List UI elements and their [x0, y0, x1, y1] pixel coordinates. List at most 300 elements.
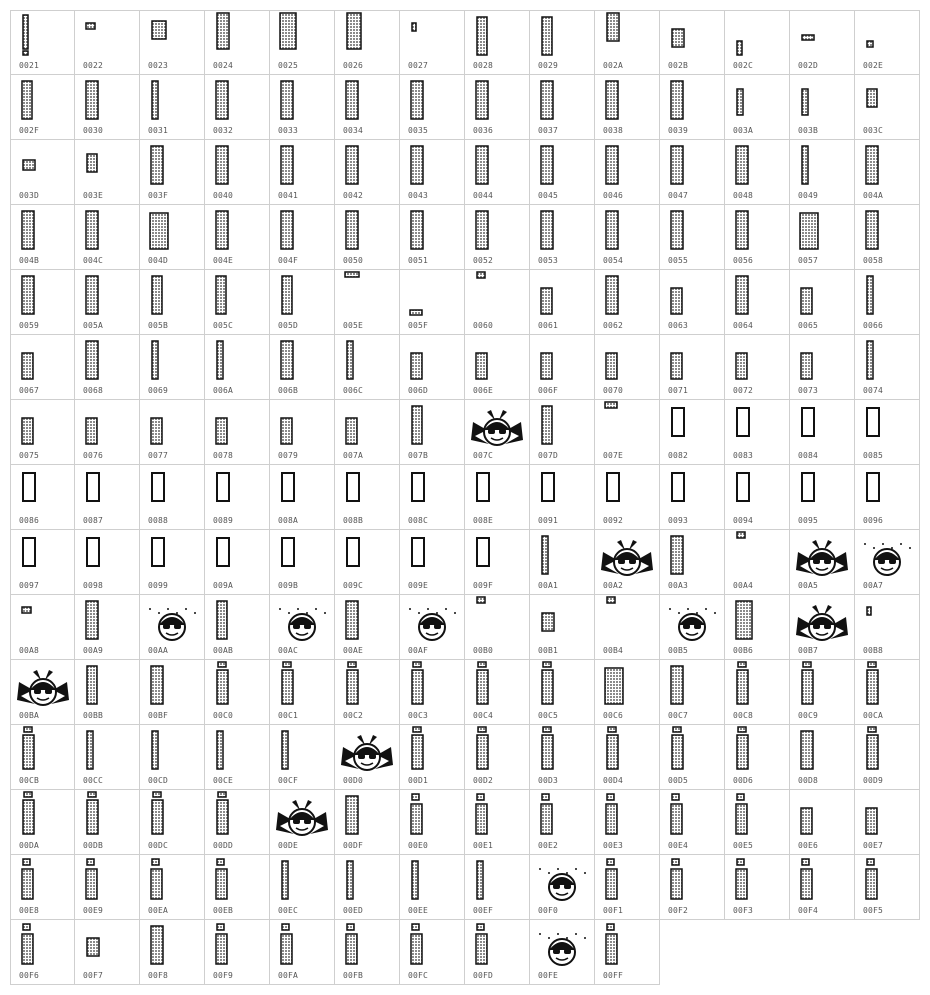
glyph-preview — [335, 140, 399, 194]
glyph-cell — [530, 270, 595, 335]
glyph-preview — [11, 205, 75, 259]
glyph-preview — [11, 660, 75, 714]
glyph-cell — [855, 335, 920, 400]
glyph-code-label: 0041 — [278, 191, 299, 200]
glyph-preview — [530, 660, 594, 714]
glyph-cell — [530, 10, 595, 75]
glyph-preview — [725, 790, 789, 844]
glyph-cell — [75, 660, 140, 725]
glyph-cell — [10, 725, 75, 790]
glyph-code-label: 00FA — [278, 971, 299, 980]
glyph-preview — [75, 335, 139, 389]
glyph-preview — [140, 530, 204, 584]
glyph-cell — [140, 530, 205, 595]
glyph-cell — [335, 855, 400, 920]
glyph-code-label: 00AB — [213, 646, 234, 655]
glyph-cell — [725, 205, 790, 270]
glyph-code-label: 00A7 — [863, 581, 884, 590]
glyph-cell — [790, 400, 855, 465]
glyph-cell — [10, 75, 75, 140]
glyph-code-label: 006C — [343, 386, 364, 395]
glyph-preview — [75, 75, 139, 129]
glyph-preview — [140, 595, 204, 649]
glyph-code-label: 0069 — [148, 386, 169, 395]
glyph-code-label: 009F — [473, 581, 494, 590]
glyph-cell — [205, 595, 270, 660]
glyph-cell — [855, 205, 920, 270]
glyph-code-label: 00C2 — [343, 711, 364, 720]
glyph-preview — [140, 205, 204, 259]
glyph-code-label: 0032 — [213, 126, 234, 135]
glyph-preview — [855, 790, 919, 844]
glyph-code-label: 00AA — [148, 646, 169, 655]
glyph-code-label: 004D — [148, 256, 169, 265]
glyph-code-label: 0055 — [668, 256, 689, 265]
glyph-cell — [75, 400, 140, 465]
glyph-preview — [790, 530, 854, 584]
glyph-preview — [530, 11, 594, 65]
glyph-code-label: 0036 — [473, 126, 494, 135]
glyph-preview — [205, 140, 269, 194]
glyph-cell — [75, 335, 140, 400]
glyph-cell — [75, 270, 140, 335]
glyph-preview — [400, 790, 464, 844]
glyph-preview — [140, 75, 204, 129]
glyph-code-label: 00A9 — [83, 646, 104, 655]
glyph-cell — [400, 595, 465, 660]
glyph-preview — [855, 855, 919, 909]
glyph-preview — [205, 920, 269, 974]
glyph-preview — [140, 400, 204, 454]
glyph-preview — [11, 400, 75, 454]
glyph-preview — [790, 335, 854, 389]
glyph-preview — [855, 660, 919, 714]
glyph-preview — [400, 530, 464, 584]
glyph-preview — [595, 75, 659, 129]
glyph-preview — [205, 335, 269, 389]
glyph-code-label: 00BB — [83, 711, 104, 720]
glyph-code-label: 00D8 — [798, 776, 819, 785]
glyph-preview — [530, 140, 594, 194]
glyph-code-label: 004E — [213, 256, 234, 265]
glyph-preview — [465, 725, 529, 779]
glyph-code-label: 008C — [408, 516, 429, 525]
glyph-cell — [595, 465, 660, 530]
glyph-cell — [400, 270, 465, 335]
glyph-preview — [790, 790, 854, 844]
glyph-code-label: 0093 — [668, 516, 689, 525]
glyph-code-label: 00FD — [473, 971, 494, 980]
glyph-code-label: 0079 — [278, 451, 299, 460]
glyph-preview — [205, 75, 269, 129]
glyph-code-label: 00DD — [213, 841, 234, 850]
glyph-preview — [270, 595, 334, 649]
glyph-code-label: 00CD — [148, 776, 169, 785]
glyph-cell — [400, 465, 465, 530]
glyph-preview — [660, 270, 724, 324]
glyph-cell — [270, 660, 335, 725]
glyph-code-label: 0054 — [603, 256, 624, 265]
glyph-cell — [75, 725, 140, 790]
glyph-code-label: 004B — [19, 256, 40, 265]
glyph-preview — [465, 11, 529, 65]
glyph-cell — [595, 530, 660, 595]
glyph-preview — [400, 725, 464, 779]
glyph-code-label: 0094 — [733, 516, 754, 525]
glyph-cell — [725, 140, 790, 205]
glyph-code-label: 0034 — [343, 126, 364, 135]
glyph-code-label: 0089 — [213, 516, 234, 525]
glyph-preview — [530, 75, 594, 129]
glyph-preview — [595, 595, 659, 649]
glyph-code-label: 0023 — [148, 61, 169, 70]
glyph-preview — [530, 270, 594, 324]
glyph-cell — [270, 855, 335, 920]
glyph-cell — [400, 920, 465, 985]
glyph-code-label: 0043 — [408, 191, 429, 200]
glyph-cell — [205, 790, 270, 855]
glyph-cell — [10, 530, 75, 595]
glyph-preview — [855, 11, 919, 65]
glyph-code-label: 0086 — [19, 516, 40, 525]
glyph-preview — [530, 920, 594, 974]
glyph-code-label: 00F0 — [538, 906, 559, 915]
glyph-code-label: 00AC — [278, 646, 299, 655]
glyph-preview — [725, 530, 789, 584]
glyph-code-label: 0057 — [798, 256, 819, 265]
glyph-preview — [335, 855, 399, 909]
glyph-code-label: 00AE — [343, 646, 364, 655]
glyph-cell — [270, 10, 335, 75]
glyph-code-label: 00C5 — [538, 711, 559, 720]
glyph-cell — [335, 725, 400, 790]
glyph-preview — [11, 530, 75, 584]
glyph-preview — [855, 530, 919, 584]
glyph-cell — [75, 855, 140, 920]
glyph-preview — [75, 855, 139, 909]
glyph-preview — [790, 595, 854, 649]
glyph-cell — [855, 530, 920, 595]
glyph-preview — [140, 855, 204, 909]
glyph-preview — [725, 400, 789, 454]
glyph-cell — [725, 790, 790, 855]
glyph-preview — [595, 660, 659, 714]
glyph-preview — [530, 205, 594, 259]
glyph-preview — [75, 465, 139, 519]
glyph-preview — [465, 75, 529, 129]
glyph-preview — [11, 335, 75, 389]
glyph-code-label: 0052 — [473, 256, 494, 265]
glyph-code-label: 00C0 — [213, 711, 234, 720]
glyph-code-label: 0091 — [538, 516, 559, 525]
glyph-code-label: 0066 — [863, 321, 884, 330]
glyph-preview — [790, 400, 854, 454]
glyph-cell — [660, 725, 725, 790]
glyph-preview — [11, 790, 75, 844]
glyph-cell — [465, 335, 530, 400]
glyph-cell — [140, 140, 205, 205]
glyph-preview — [205, 530, 269, 584]
glyph-cell — [270, 205, 335, 270]
glyph-preview — [75, 790, 139, 844]
glyph-cell — [75, 595, 140, 660]
glyph-preview — [790, 725, 854, 779]
glyph-preview — [205, 855, 269, 909]
glyph-cell — [400, 205, 465, 270]
glyph-cell — [790, 855, 855, 920]
glyph-cell — [530, 790, 595, 855]
glyph-code-label: 00DB — [83, 841, 104, 850]
glyph-cell — [595, 10, 660, 75]
glyph-cell — [465, 725, 530, 790]
glyph-preview — [11, 11, 75, 65]
glyph-preview — [270, 465, 334, 519]
glyph-code-label: 0077 — [148, 451, 169, 460]
glyph-cell — [660, 270, 725, 335]
glyph-preview — [855, 400, 919, 454]
glyph-cell — [790, 725, 855, 790]
glyph-cell — [790, 335, 855, 400]
glyph-cell — [75, 75, 140, 140]
glyph-code-label: 005A — [83, 321, 104, 330]
glyph-code-label: 005B — [148, 321, 169, 330]
glyph-cell — [660, 335, 725, 400]
glyph-cell — [75, 920, 140, 985]
glyph-cell — [270, 790, 335, 855]
glyph-cell — [10, 660, 75, 725]
glyph-code-label: 00D2 — [473, 776, 494, 785]
glyph-code-label: 00D5 — [668, 776, 689, 785]
glyph-preview — [530, 465, 594, 519]
glyph-preview — [465, 920, 529, 974]
glyph-preview — [595, 400, 659, 454]
glyph-cell — [855, 140, 920, 205]
glyph-code-label: 0042 — [343, 191, 364, 200]
glyph-cell — [400, 400, 465, 465]
glyph-code-label: 00E0 — [408, 841, 429, 850]
glyph-code-label: 00D4 — [603, 776, 624, 785]
glyph-cell — [270, 75, 335, 140]
glyph-preview — [725, 855, 789, 909]
glyph-code-label: 00E2 — [538, 841, 559, 850]
glyph-code-label: 0073 — [798, 386, 819, 395]
glyph-code-label: 0045 — [538, 191, 559, 200]
glyph-code-label: 0033 — [278, 126, 299, 135]
glyph-preview — [725, 205, 789, 259]
glyph-cell — [595, 140, 660, 205]
glyph-cell — [595, 790, 660, 855]
glyph-code-label: 0047 — [668, 191, 689, 200]
glyph-code-label: 00E3 — [603, 841, 624, 850]
glyph-code-label: 008E — [473, 516, 494, 525]
glyph-cell — [140, 725, 205, 790]
glyph-cell — [10, 790, 75, 855]
glyph-cell — [855, 725, 920, 790]
glyph-preview — [335, 660, 399, 714]
glyph-preview — [75, 530, 139, 584]
glyph-cell — [595, 270, 660, 335]
glyph-cell — [205, 465, 270, 530]
glyph-preview — [11, 920, 75, 974]
glyph-cell — [790, 595, 855, 660]
glyph-code-label: 0035 — [408, 126, 429, 135]
glyph-cell — [855, 595, 920, 660]
glyph-code-label: 002D — [798, 61, 819, 70]
glyph-code-label: 0046 — [603, 191, 624, 200]
glyph-code-label: 009B — [278, 581, 299, 590]
glyph-code-label: 00B7 — [798, 646, 819, 655]
glyph-preview — [335, 205, 399, 259]
glyph-preview — [335, 725, 399, 779]
glyph-preview — [335, 530, 399, 584]
glyph-cell — [530, 335, 595, 400]
glyph-cell — [270, 400, 335, 465]
glyph-cell — [335, 530, 400, 595]
glyph-code-label: 0039 — [668, 126, 689, 135]
glyph-preview — [790, 11, 854, 65]
glyph-preview — [205, 270, 269, 324]
glyph-preview — [75, 270, 139, 324]
glyph-cell — [660, 530, 725, 595]
glyph-preview — [75, 400, 139, 454]
glyph-code-label: 00A1 — [538, 581, 559, 590]
glyph-code-label: 00A5 — [798, 581, 819, 590]
glyph-preview — [790, 855, 854, 909]
glyph-cell — [400, 10, 465, 75]
glyph-cell — [725, 855, 790, 920]
glyph-preview — [725, 11, 789, 65]
glyph-code-label: 0067 — [19, 386, 40, 395]
glyph-cell — [205, 855, 270, 920]
glyph-cell — [725, 725, 790, 790]
glyph-code-label: 0022 — [83, 61, 104, 70]
glyph-preview — [465, 205, 529, 259]
glyph-code-label: 00C6 — [603, 711, 624, 720]
glyph-cell — [10, 920, 75, 985]
glyph-cell — [530, 400, 595, 465]
glyph-cell — [205, 400, 270, 465]
glyph-code-label: 006F — [538, 386, 559, 395]
glyph-preview — [465, 400, 529, 454]
glyph-cell — [725, 660, 790, 725]
glyph-preview — [725, 595, 789, 649]
glyph-cell — [140, 270, 205, 335]
glyph-cell — [595, 205, 660, 270]
glyph-cell — [10, 140, 75, 205]
glyph-code-label: 002C — [733, 61, 754, 70]
glyph-preview — [335, 11, 399, 65]
glyph-cell — [790, 205, 855, 270]
glyph-preview — [270, 530, 334, 584]
glyph-cell — [335, 335, 400, 400]
glyph-cell — [270, 920, 335, 985]
glyph-preview — [400, 11, 464, 65]
glyph-code-label: 0053 — [538, 256, 559, 265]
glyph-preview — [530, 335, 594, 389]
glyph-cell — [140, 75, 205, 140]
glyph-preview — [595, 790, 659, 844]
glyph-preview — [595, 270, 659, 324]
glyph-code-label: 00D0 — [343, 776, 364, 785]
glyph-code-label: 0098 — [83, 581, 104, 590]
glyph-code-label: 0085 — [863, 451, 884, 460]
glyph-code-label: 00E9 — [83, 906, 104, 915]
glyph-cell — [400, 140, 465, 205]
glyph-preview — [855, 270, 919, 324]
glyph-code-label: 006B — [278, 386, 299, 395]
glyph-cell — [465, 660, 530, 725]
glyph-code-label: 00A3 — [668, 581, 689, 590]
glyph-cell — [660, 140, 725, 205]
glyph-preview — [335, 465, 399, 519]
glyph-code-label: 00E7 — [863, 841, 884, 850]
glyph-preview — [75, 725, 139, 779]
glyph-preview — [205, 465, 269, 519]
glyph-code-label: 003B — [798, 126, 819, 135]
glyph-cell — [335, 10, 400, 75]
glyph-code-label: 0074 — [863, 386, 884, 395]
glyph-code-label: 00C4 — [473, 711, 494, 720]
glyph-preview — [270, 75, 334, 129]
glyph-cell — [140, 205, 205, 270]
glyph-preview — [140, 335, 204, 389]
glyph-preview — [205, 11, 269, 65]
glyph-code-label: 00A8 — [19, 646, 40, 655]
glyph-code-label: 008A — [278, 516, 299, 525]
glyph-code-label: 00ED — [343, 906, 364, 915]
glyph-preview — [660, 855, 724, 909]
glyph-cell — [530, 660, 595, 725]
glyph-cell — [205, 530, 270, 595]
glyph-cell — [75, 530, 140, 595]
glyph-preview — [400, 335, 464, 389]
glyph-code-label: 00CC — [83, 776, 104, 785]
glyph-preview — [855, 595, 919, 649]
glyph-preview — [725, 660, 789, 714]
glyph-preview — [595, 920, 659, 974]
glyph-cell — [335, 140, 400, 205]
glyph-code-label: 003F — [148, 191, 169, 200]
glyph-preview — [660, 465, 724, 519]
glyph-code-label: 00F2 — [668, 906, 689, 915]
glyph-cell — [530, 205, 595, 270]
glyph-cell — [10, 400, 75, 465]
glyph-preview — [11, 855, 75, 909]
glyph-code-label: 00CE — [213, 776, 234, 785]
glyph-preview — [140, 920, 204, 974]
glyph-code-label: 00FC — [408, 971, 429, 980]
glyph-code-label: 00DC — [148, 841, 169, 850]
glyph-code-label: 003E — [83, 191, 104, 200]
glyph-cell — [595, 335, 660, 400]
glyph-cell — [205, 725, 270, 790]
glyph-cell — [725, 465, 790, 530]
glyph-code-label: 00EE — [408, 906, 429, 915]
glyph-preview — [660, 75, 724, 129]
glyph-code-label: 0075 — [19, 451, 40, 460]
glyph-cell — [465, 920, 530, 985]
glyph-preview — [790, 75, 854, 129]
glyph-cell — [855, 660, 920, 725]
glyph-code-label: 0082 — [668, 451, 689, 460]
glyph-preview — [660, 530, 724, 584]
glyph-preview — [790, 270, 854, 324]
glyph-code-label: 005C — [213, 321, 234, 330]
glyph-code-label: 00FB — [343, 971, 364, 980]
glyph-cell — [270, 270, 335, 335]
glyph-preview — [465, 140, 529, 194]
glyph-preview — [205, 790, 269, 844]
